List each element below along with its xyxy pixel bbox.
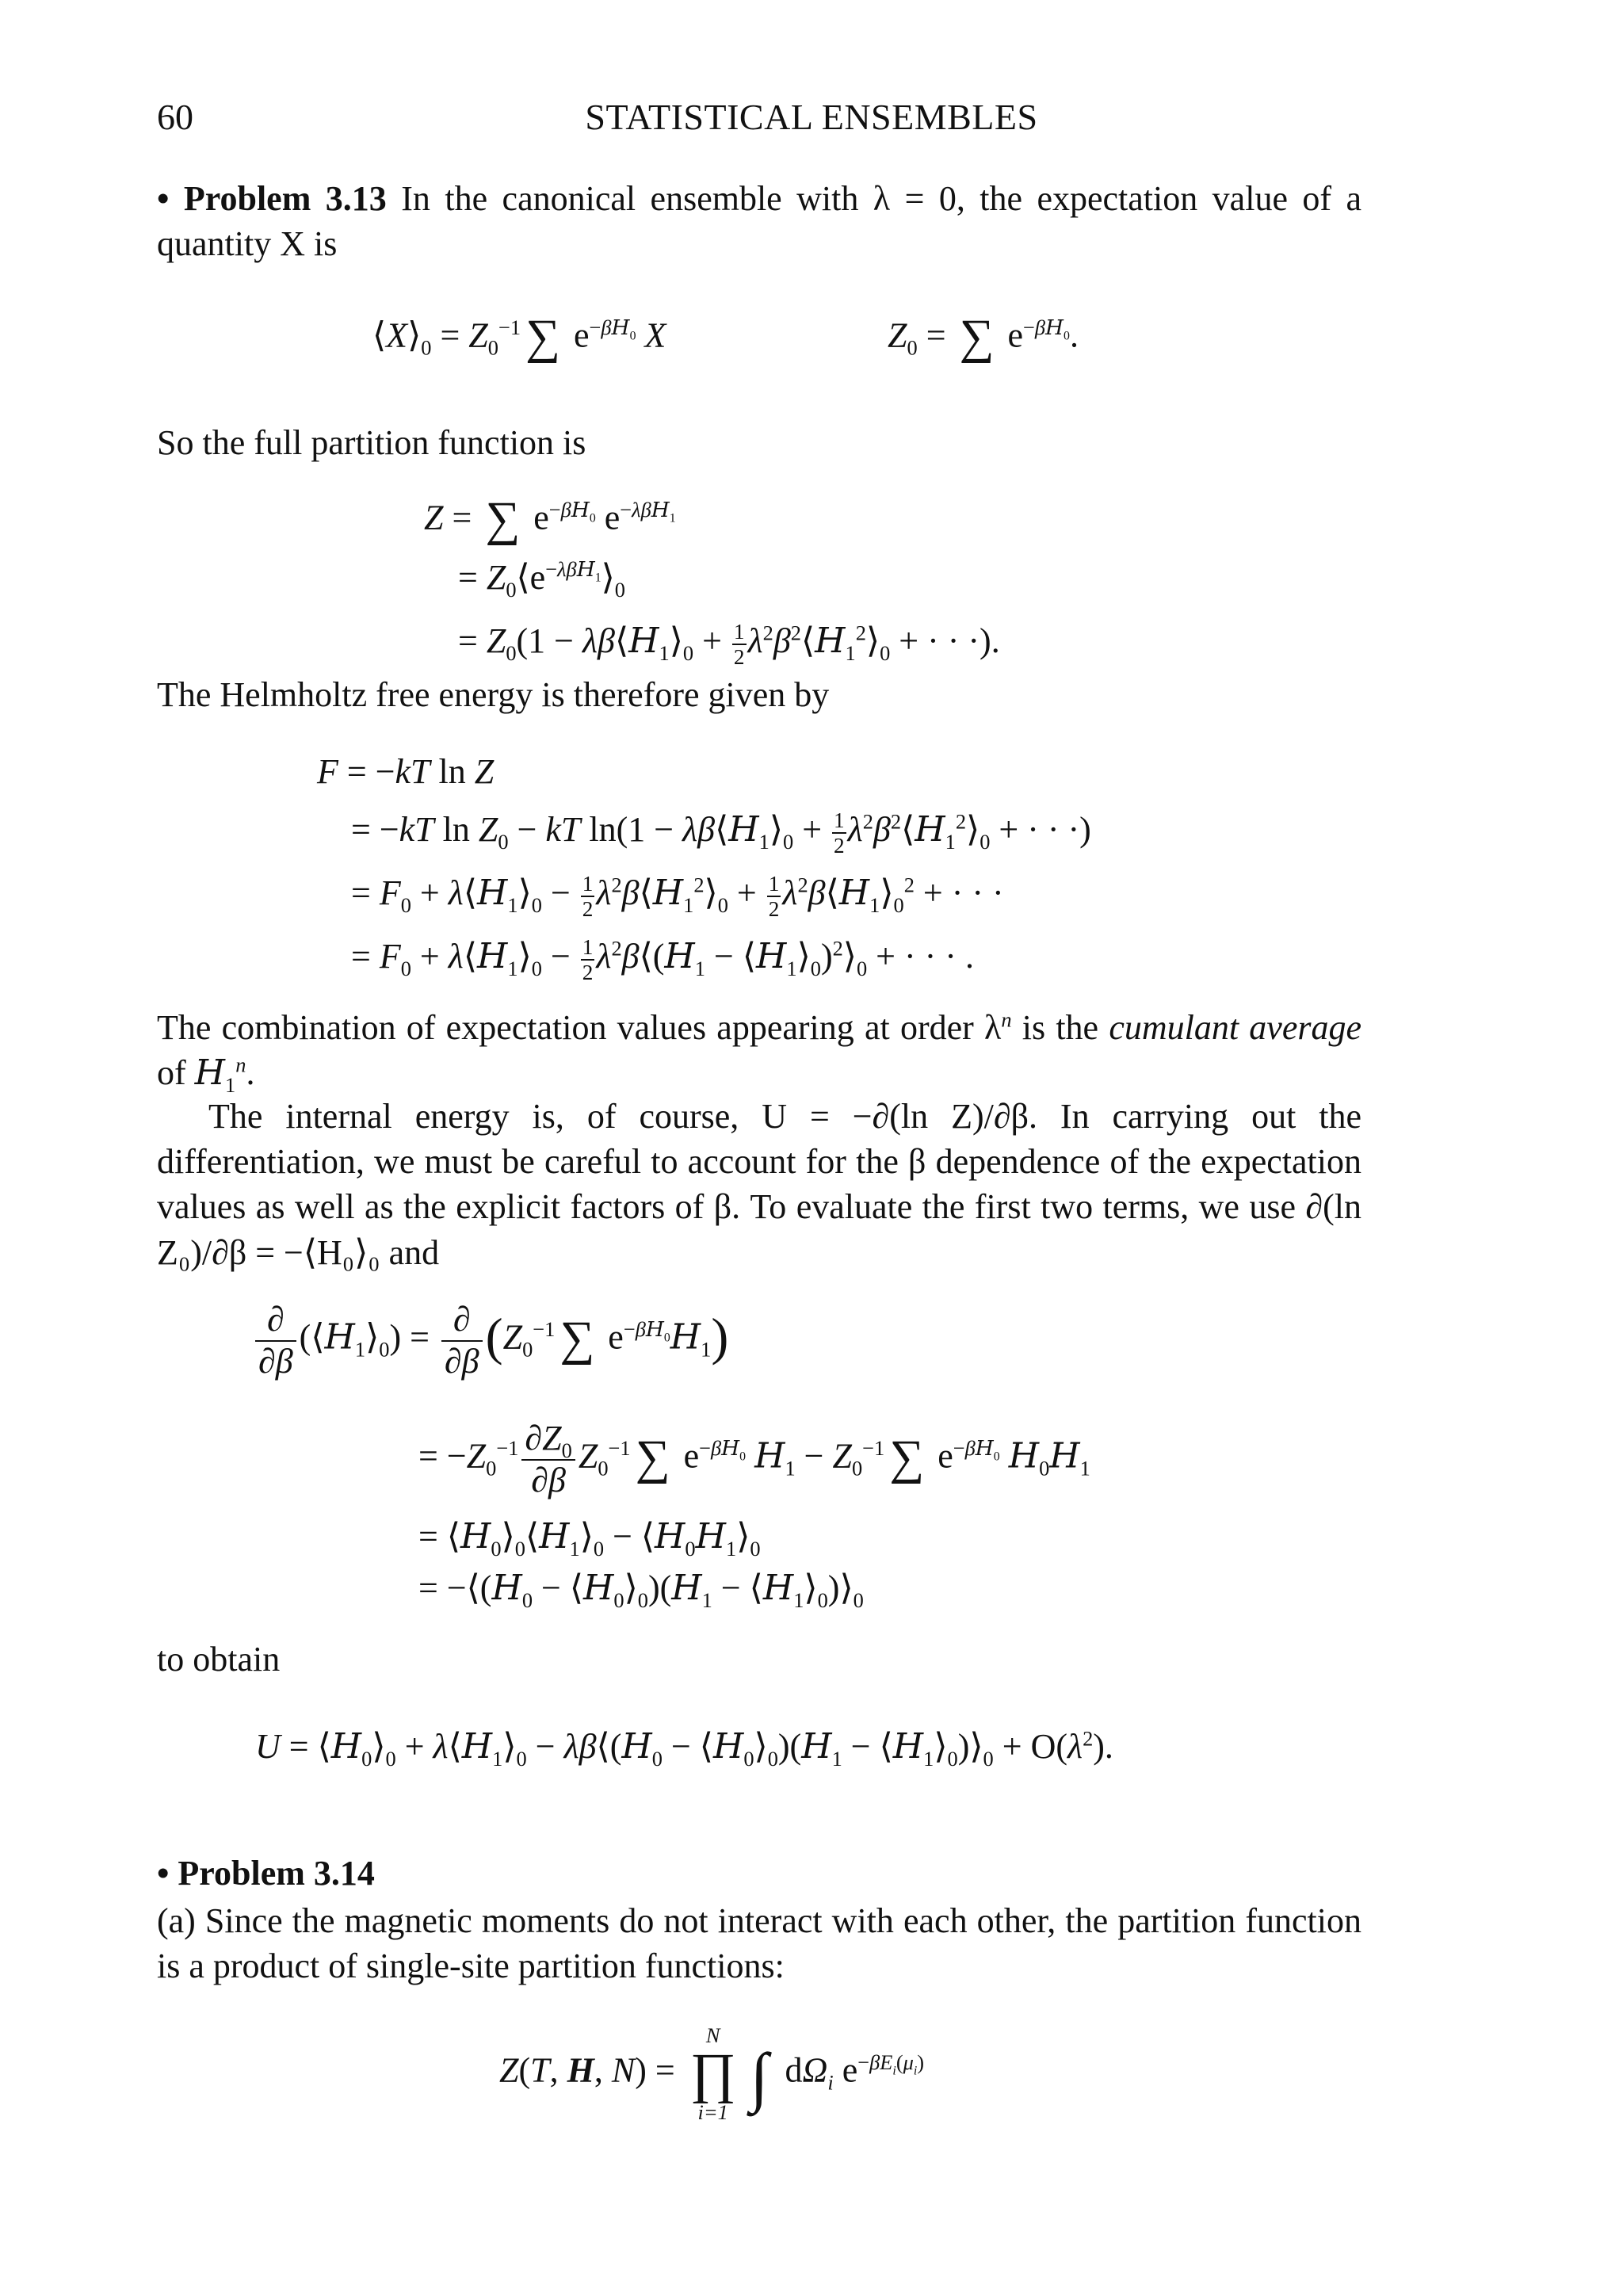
running-title: STATISTICAL ENSEMBLES xyxy=(585,97,1038,137)
equation-deriv-line4: = $-⟨(H_0$ − $⟨H_0⟩_0)(H_1$ − $⟨H_1⟩_0)⟩_0$ xyxy=(418,1568,864,1612)
cumulant-average: cumulant average xyxy=(1109,1008,1361,1047)
problem-3-14-part-a: (a) Since the magnetic moments do not interact with each other, the partition function is a product of single-site partition functions: xyxy=(157,1901,1361,1986)
equation-deriv-line1: $\frac{\partial}{\partial\beta}$ $(⟨H_1⟩_0)$ = $\frac{\partial}{\partial\beta}$ ($Z_0^{-1}\sum$ $e^{-\beta H_0}H_1$) xyxy=(252,1300,728,1381)
helmholtz-intro: The Helmholtz free energy is therefore given by xyxy=(157,675,830,714)
problem-label: Problem 3.14 xyxy=(178,1854,375,1893)
equation-f-line3: = $F_0$ + $\lambda⟨H_1⟩_0$ − $\frac{1}{2}$ $\lambda^2\beta⟨H_1^2⟩_0$ + $\frac{1}{2}$ $\lambda^2\beta⟨H_1⟩_0^2$ + · · · xyxy=(351,871,1004,921)
equation-f-line2: = −kT $\ln Z_0$ − kT $\ln(1 - \lambda\beta⟨H_1⟩_0$ + $\frac{1}{2}$ $\lambda^2\beta^2⟨H_1^2⟩_0$ + · · ·) xyxy=(351,808,1091,858)
problem-3-13-intro xyxy=(157,176,1361,266)
intro-text: In the canonical ensemble with λ = 0, the expectation value of a quantity X is xyxy=(157,179,1362,264)
full-partition-text: So the full partition function is xyxy=(157,423,586,462)
bullet: • xyxy=(157,179,170,218)
to-obtain-text: to obtain xyxy=(157,1640,281,1679)
page-number: 60 xyxy=(157,97,193,137)
cumulant-text-2: is the xyxy=(1011,1008,1109,1047)
equation-u: $U = ⟨H_0⟩_0$ + $\lambda⟨H_1⟩_0$ − $\lambda\beta⟨(H_0$ − $⟨H_0⟩_0)(H_1$ − $⟨H_1⟩_0)⟩_0 + O(\lambda^2)$. xyxy=(255,1726,1113,1771)
equation-z-line2: = $Z_0⟨e^{-\lambda\beta H_1}⟩_0$ xyxy=(458,557,625,602)
problem-label: Problem 3.13 xyxy=(183,179,387,218)
equation-expectation: $⟨X⟩_0 = Z_0^{-1}\sum$ $e^{-\beta H_0}$ X xyxy=(372,310,666,364)
bullet: • xyxy=(157,1854,170,1893)
cumulant-text-1: The combination of expectation values appearing at order λ xyxy=(157,1008,1002,1047)
equation-z0: $Z_0$ = ∑ $e^{-\beta H_0}$. xyxy=(888,310,1079,364)
equation-deriv-line2: = $-Z_0^{-1}$ $\frac{\partial Z_0}{\partial\beta}$ $Z_0^{-1}\sum$ $e^{-\beta H_0}$ $H_1 - Z_0^{-1}\sum$ $e^{-\beta H_0}$ $H_0H_1$ xyxy=(418,1419,1090,1499)
equation-deriv-line3: = $⟨H_0⟩_0⟨H_1⟩_0$ − $⟨H_0H_1⟩_0$ xyxy=(418,1516,761,1561)
equation-z-product: Z(T, H, N) = N ∏ i=1 ∫ $d\Omega_i$ $e^{-\beta E_i(\mu_i)}$ xyxy=(499,2023,925,2124)
equation-z-line1: Z = ∑ $e^{-\beta H_0}$ $e^{-\lambda\beta H_1}$ xyxy=(424,492,676,546)
equation-f-line4: = $F_0$ + $\lambda⟨H_1⟩_0$ − $\frac{1}{2}$ $\lambda^2\beta⟨(H_1$ − $⟨H_1⟩_0)^2⟩_0$ + · · · . xyxy=(351,934,974,984)
equation-z-line3: = $Z_0(1$ − $\lambda\beta⟨H_1⟩_0$ + $\frac{1}{2}$ $\lambda^2\beta^2⟨H_1^2⟩_0$ + · · ·). xyxy=(458,619,1000,669)
internal-energy-paragraph: The internal energy is, of course, U = −∂(ln Z)/∂β. In carrying out the differentiation, we must be careful to account for the β dependence of the expectation values as well as the explicit factors of β. To evaluate the first two terms, we use ∂(ln Z₀)/∂β = −⟨H₀⟩₀ and xyxy=(157,1097,1361,1272)
equation-f-line1: F = −kT ln Z xyxy=(317,752,495,791)
cumulant-text-3: of xyxy=(157,1053,195,1093)
problem-3-14-heading xyxy=(157,1851,1361,1896)
cumulant-paragraph: The combination of expectation values appearing at order $\lambda^n$ is the cumulant average of $H_1^n$. xyxy=(157,1007,1361,1097)
